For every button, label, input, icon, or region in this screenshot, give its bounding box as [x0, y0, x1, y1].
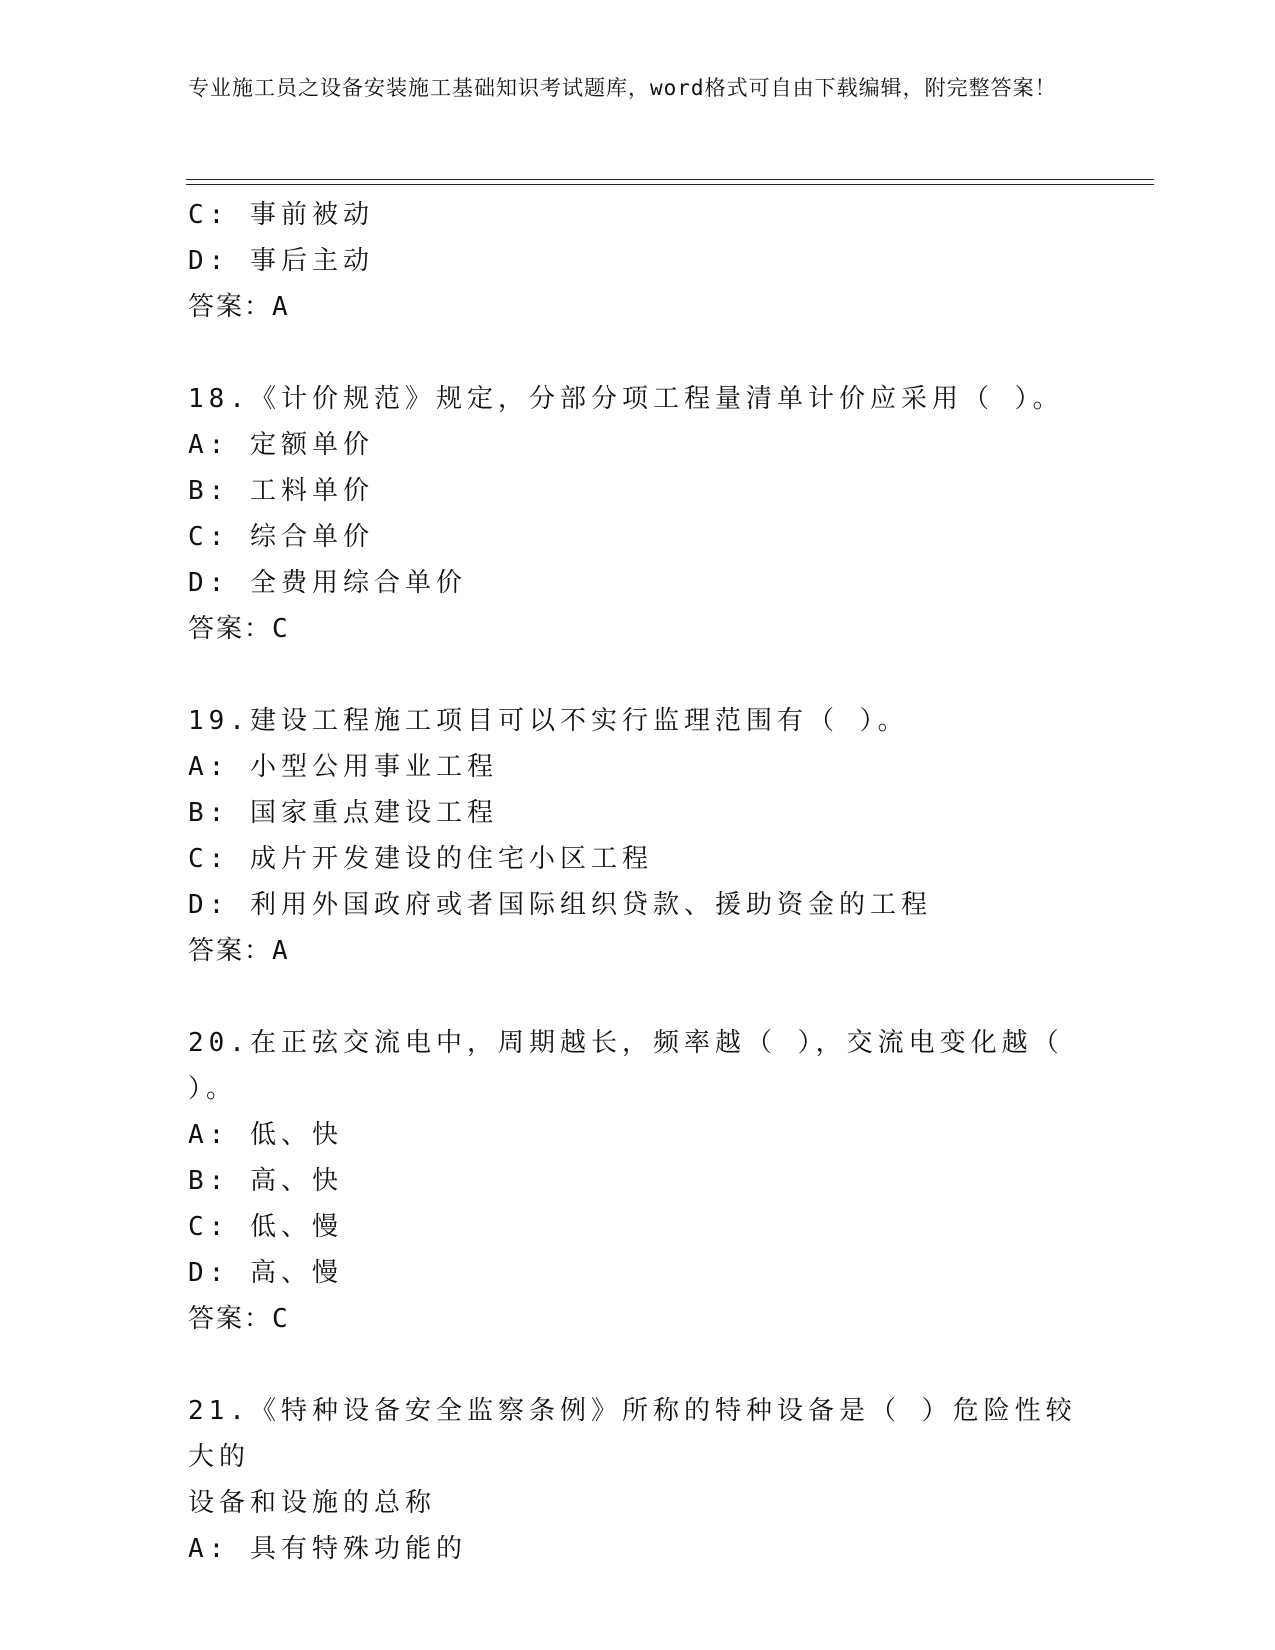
option-d: D: 事后主动 [188, 246, 374, 276]
question-20 [188, 1020, 1088, 1342]
option-b: B: 工料单价 [188, 476, 374, 506]
answer-line: 答案：A [188, 292, 290, 322]
exam-content [188, 192, 1088, 1572]
question-stem-line-2: 设备和设施的总称 [188, 1488, 437, 1518]
question-17-continuation [188, 192, 1088, 330]
question-stem: 19.建设工程施工项目可以不实行监理范围有（ ）。 [188, 706, 909, 736]
document-header: 专业施工员之设备安装施工基础知识考试题库，word格式可自由下载编辑，附完整答案！ [188, 76, 1057, 100]
option-d: D: 全费用综合单价 [188, 568, 467, 598]
question-18 [188, 376, 1088, 652]
option-a: A: 具有特殊功能的 [188, 1534, 467, 1564]
option-a: A: 定额单价 [188, 430, 374, 460]
option-b: B: 高、快 [188, 1166, 343, 1196]
option-a: A: 低、快 [188, 1120, 343, 1150]
answer-line: 答案：C [188, 1304, 290, 1334]
option-b: B: 国家重点建设工程 [188, 798, 498, 828]
header-rule-bottom [186, 184, 1154, 185]
header-rule-top [186, 179, 1154, 180]
question-stem: 20.在正弦交流电中，周期越长，频率越（ ），交流电变化越（ ）。 [188, 1028, 1064, 1104]
answer-line: 答案：C [188, 614, 290, 644]
option-c: C: 事前被动 [188, 200, 374, 230]
option-c: C: 低、慢 [188, 1212, 343, 1242]
option-c: C: 综合单价 [188, 522, 374, 552]
option-c: C: 成片开发建设的住宅小区工程 [188, 844, 653, 874]
question-19 [188, 698, 1088, 974]
option-d: D: 高、慢 [188, 1258, 343, 1288]
question-stem: 18.《计价规范》规定，分部分项工程量清单计价应采用（ ）。 [188, 384, 1064, 414]
option-a: A: 小型公用事业工程 [188, 752, 498, 782]
question-stem-line-1: 21.《特种设备安全监察条例》所称的特种设备是（ ）危险性较大的 [188, 1396, 1077, 1472]
answer-line: 答案：A [188, 936, 290, 966]
option-d: D: 利用外国政府或者国际组织贷款、援助资金的工程 [188, 890, 932, 920]
question-21 [188, 1388, 1088, 1572]
